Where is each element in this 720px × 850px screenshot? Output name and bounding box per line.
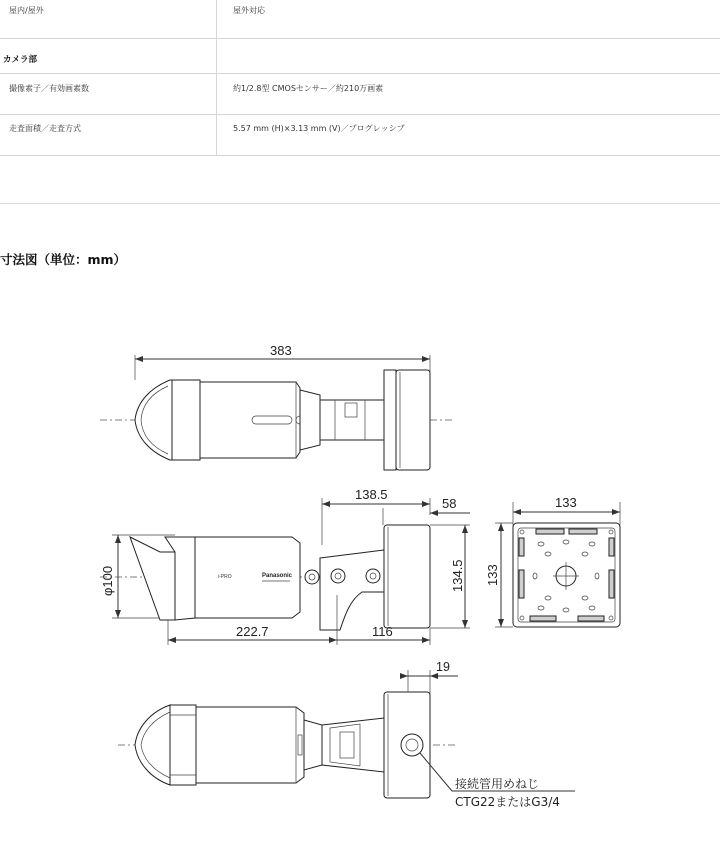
spec-label: 走査面積／走査方式	[9, 124, 81, 133]
spec-label: 屋内/屋外	[9, 6, 44, 15]
spec-value: 約1/2.8型 CMOSセンサー／約210万画素	[233, 84, 384, 93]
front-view	[485, 495, 620, 627]
model-text: i-PRO	[218, 574, 232, 580]
dim-body-length: 222.7	[236, 624, 269, 639]
spec-value: 5.57 mm (H)×3.13 mm (V)／プログレッシブ	[233, 124, 405, 133]
dimension-title: 寸法図（単位：mm）	[0, 252, 127, 267]
dim-diameter: φ100	[100, 565, 115, 596]
bottom-view	[118, 660, 575, 809]
conduit-note-line2: CTG22またはG3/4	[455, 795, 560, 809]
conduit-note-line1: 接続管用めねじ	[455, 777, 540, 791]
spec-row-image-sensor	[0, 74, 720, 115]
spec-row-indoor-outdoor	[0, 0, 720, 39]
spec-row-camera-section	[0, 39, 720, 74]
spec-label-cell	[0, 39, 217, 73]
spec-label-cell	[0, 115, 217, 155]
dim-box-depth: 58	[442, 496, 457, 511]
spec-row-scan-area	[0, 115, 720, 156]
dim-arm-length: 116	[372, 624, 393, 639]
section-divider	[0, 203, 720, 204]
spec-label: 撮像素子／有効画素数	[9, 84, 89, 93]
section-head-camera: カメラ部	[3, 55, 38, 65]
spec-label-cell	[0, 74, 217, 114]
side-view	[100, 487, 470, 645]
dim-box-height-front: 133	[485, 564, 500, 586]
logo-text: Panasonic	[262, 573, 293, 579]
spec-label-cell	[0, 0, 217, 38]
dim-total-length: 383	[270, 343, 292, 358]
dim-box-width: 133	[555, 495, 577, 510]
dim-bracket-length: 138.5	[355, 487, 388, 502]
top-view	[100, 343, 455, 470]
dim-box-height-side: 134.5	[450, 559, 465, 592]
dimension-drawing	[0, 330, 720, 850]
dim-conduit-offset: 19	[436, 660, 450, 674]
spec-value: 屋外対応	[233, 6, 265, 15]
